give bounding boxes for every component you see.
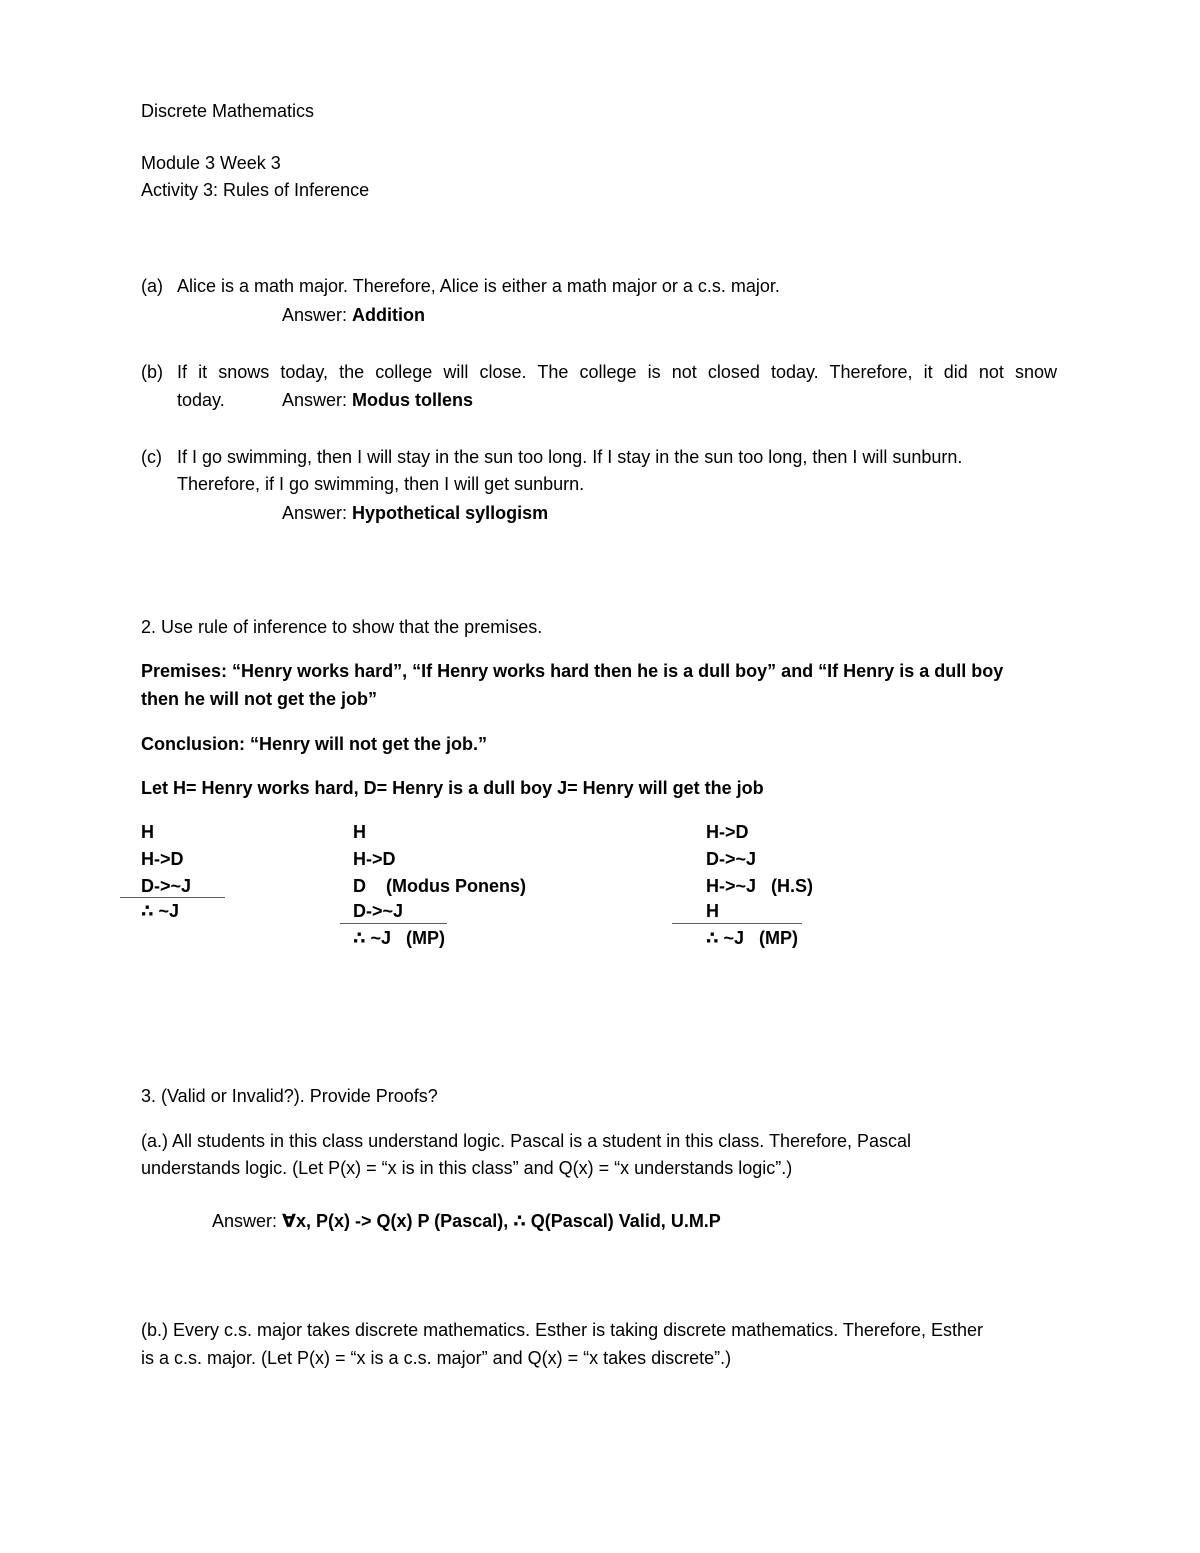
proof1-conclusion: ∴ ~J (141, 901, 180, 921)
activity-title: Activity 3: Rules of Inference (141, 180, 370, 200)
proof3-line: H (706, 901, 719, 921)
proof2-line: D->~J (353, 901, 404, 921)
item-a-answer: Answer: Addition (282, 305, 426, 325)
item-b-text: If it snows today, the college will close. The college is not closed today. Therefore, it did not snow (177, 362, 1057, 382)
premises-text-cont: then he will not get the job” (141, 689, 377, 709)
proof3-line: D->~J (706, 849, 757, 869)
part3a-text-cont: understands logic. (Let P(x) = “x is in this class” and Q(x) = “x understands logic”.) (141, 1158, 793, 1178)
proof2-line: H->D (353, 849, 396, 869)
item-b-answer: Answer: Modus tollens (282, 390, 474, 410)
premises-text: Premises: “Henry works hard”, “If Henry works hard then he is a dull boy” and “If Henry is a dull boy (141, 661, 1004, 681)
item-b-text-cont: today. (177, 390, 225, 410)
proof2-line: H (353, 822, 366, 842)
proof1-line: H->D (141, 849, 184, 869)
proof3-conclusion: ∴ ~J (MP) (706, 928, 799, 948)
module-label: Module 3 Week 3 (141, 153, 281, 173)
part3-heading: 3. (Valid or Invalid?). Provide Proofs? (141, 1086, 438, 1106)
proof2-divider (340, 923, 447, 924)
proof1-line: H (141, 822, 154, 842)
part3a-answer: Answer: ∀x, P(x) -> Q(x) P (Pascal), ∴ Q(Pascal) Valid, U.M.P (212, 1211, 721, 1231)
proof3-line: H->~J (H.S) (706, 876, 814, 896)
part3a-text: (a.) All students in this class understand logic. Pascal is a student in this class. Therefore, Pascal (141, 1131, 912, 1151)
item-c-answer: Answer: Hypothetical syllogism (282, 503, 549, 523)
item-c-text-cont: Therefore, if I go swimming, then I will get sunburn. (177, 474, 585, 494)
proof3-divider (672, 923, 802, 924)
let-definitions: Let H= Henry works hard, D= Henry is a dull boy J= Henry will get the job (141, 778, 764, 798)
item-c-marker: (c) (141, 447, 162, 467)
part2-heading: 2. Use rule of inference to show that the premises. (141, 617, 543, 637)
part3b-text-cont: is a c.s. major. (Let P(x) = “x is a c.s. major” and Q(x) = “x takes discrete”.) (141, 1348, 732, 1368)
course-title: Discrete Mathematics (141, 101, 315, 121)
proof2-line: D (Modus Ponens) (353, 876, 526, 896)
item-c-text: If I go swimming, then I will stay in the sun too long. If I stay in the sun too long, then I will sunburn. (177, 447, 963, 467)
item-a-marker: (a) (141, 276, 163, 296)
proof1-divider (120, 897, 225, 898)
proof1-line: D->~J (141, 876, 192, 896)
item-a-text: Alice is a math major. Therefore, Alice is either a math major or a c.s. major. (177, 276, 780, 296)
item-b-marker: (b) (141, 362, 163, 382)
conclusion-text: Conclusion: “Henry will not get the job.” (141, 734, 487, 754)
proof2-conclusion: ∴ ~J (MP) (353, 928, 446, 948)
proof3-line: H->D (706, 822, 749, 842)
part3b-text: (b.) Every c.s. major takes discrete mathematics. Esther is taking discrete mathematics. Therefore, Esther (141, 1320, 983, 1340)
